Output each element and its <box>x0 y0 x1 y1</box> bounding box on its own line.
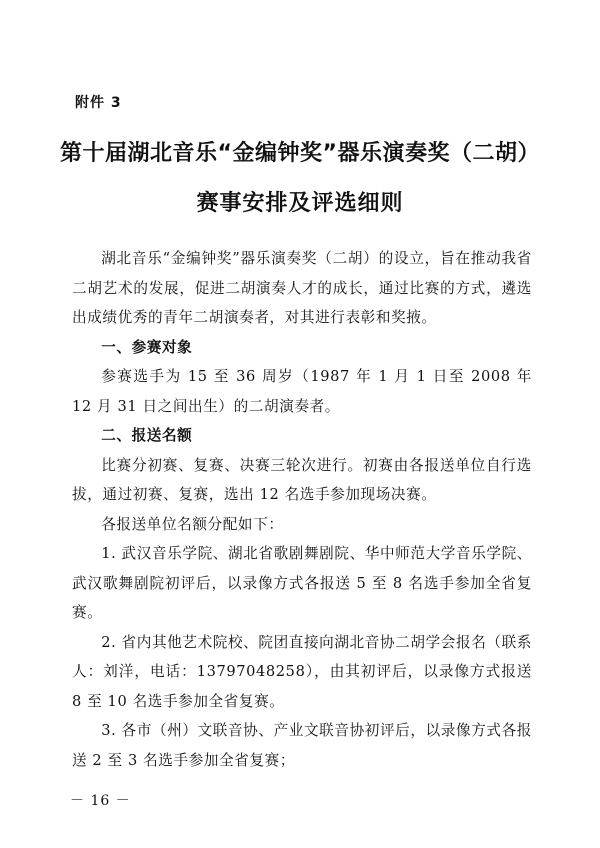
quota-item-2: 2. 省内其他艺术院校、院团直接向湖北音协二胡学会报名（联系人：刘洋，电话：13797048258），由其初评后，以录像方式报送 8 至 10 名选手参加全省复赛。 <box>72 633 532 710</box>
quota-item-1: 1. 武汉音乐学院、湖北省歌剧舞剧院、华中师范大学音乐学院、武汉歌舞剧院初评后，以录像方式各报送 5 至 8 名选手参加全省复赛。 <box>72 545 532 621</box>
intro-paragraph: 湖北音乐“金编钟奖”器乐演奏奖（二胡）的设立，旨在推动我省二胡艺术的发展，促进二胡演奏人才的成长，通过比赛的方式，遴选出成绩优秀的青年二胡演奏者，对其进行表彰和奖掖。 <box>72 250 532 326</box>
quota-item-3: 3. 各市（州）文联音协、产业文联音协初评后，以录像方式各报送 2 至 3 名选手参加全省复赛； <box>72 722 532 769</box>
document-title-line2: 赛事安排及评选细则 <box>196 191 404 216</box>
section1-paragraph: 参赛选手为 15 至 36 周岁（1987 年 1 月 1 日至 2008 年 12 月 31 日之间出生）的二胡演奏者。 <box>72 368 532 415</box>
attachment-label: 附件 3 <box>75 95 122 111</box>
section1-heading: 一、参赛对象 <box>101 338 193 356</box>
document-body <box>72 244 532 775</box>
document-title-line1: 第十届湖北音乐“金编钟奖”器乐演奏奖（二胡） <box>60 141 540 166</box>
page-number: － 16 － <box>70 793 131 809</box>
section2-heading: 二、报送名额 <box>101 427 193 444</box>
section2-paragraph: 比赛分初赛、复赛、决赛三轮次进行。初赛由各报送单位自行选拔，通过初赛、复赛，选出 12 名选手参加现场决赛。 <box>72 456 532 503</box>
quota-intro-paragraph: 各报送单位名额分配如下： <box>101 515 284 533</box>
